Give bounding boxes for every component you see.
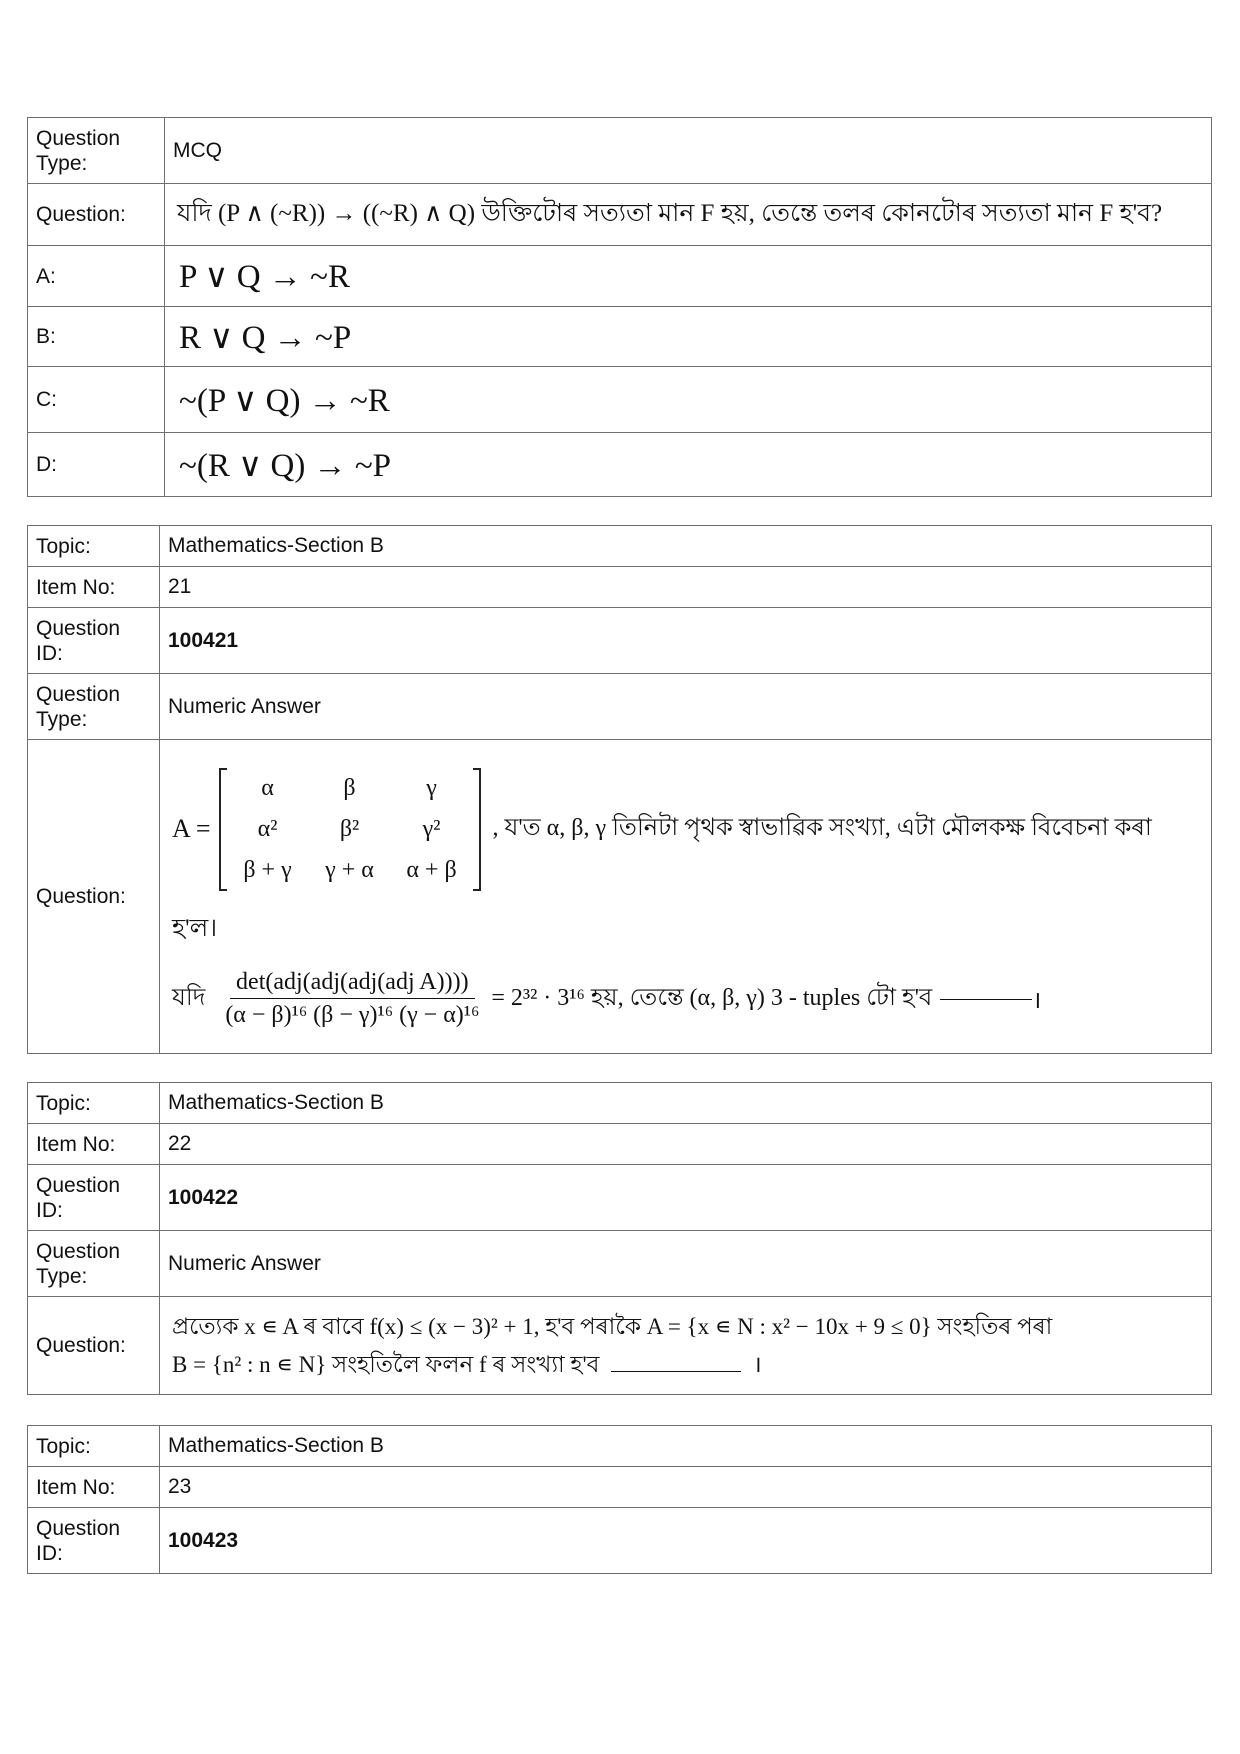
answer-blank — [611, 1371, 741, 1372]
question-line-2 — [172, 1346, 1199, 1384]
question-label: Question: — [28, 184, 165, 246]
question-table-23 — [27, 1425, 1212, 1574]
matrix-lhs: A = — [172, 814, 211, 843]
matrix-cell: β — [343, 774, 356, 801]
matrix-cell: α + β — [406, 856, 457, 883]
question-table-21 — [27, 525, 1212, 1054]
matrix-cell: γ² — [422, 815, 441, 842]
option-b-label: B: — [28, 307, 165, 367]
question-id-label: Question ID: — [28, 1165, 160, 1231]
fraction — [219, 969, 485, 1029]
matrix-cell: γ — [426, 774, 437, 801]
question-table-22 — [27, 1082, 1212, 1395]
matrix-description: , য'ত α, β, γ তিনিটা পৃথক স্বাভাৱিক সংখ্যা, এটা মৌলকক্ষ বিবেচনা কৰা — [492, 815, 1152, 841]
question-body — [160, 1297, 1212, 1395]
question-line-3 — [172, 969, 1199, 1029]
question-type-value: Numeric Answer — [160, 674, 1212, 740]
topic-label: Topic: — [28, 526, 160, 567]
topic-value: Mathematics-Section B — [160, 1083, 1212, 1124]
matrix-line — [172, 764, 1199, 894]
matrix-cell: α — [261, 774, 274, 801]
matrix-cell: β + γ — [243, 856, 292, 883]
if-prefix: যদি — [172, 985, 206, 1011]
question-type-label: Question Type: — [28, 674, 160, 740]
item-no-label: Item No: — [28, 1124, 160, 1165]
topic-label: Topic: — [28, 1426, 160, 1467]
question-type-value: MCQ — [165, 118, 1212, 184]
topic-label: Topic: — [28, 1083, 160, 1124]
option-c-text: ~(P ∨ Q) → ~R — [165, 367, 1212, 433]
matrix-cell: γ + α — [325, 856, 374, 883]
question-label: Question: — [28, 740, 160, 1054]
item-no-value: 23 — [160, 1467, 1212, 1508]
question-line-2-text: B = {n² : n ∊ N} সংহতিলৈ ফলন f ৰ সংখ্যা হ'ব — [172, 1351, 600, 1377]
matrix-cell: α² — [257, 815, 278, 842]
fraction-denominator: (α − β)¹⁶ (β − γ)¹⁶ (γ − α)¹⁶ — [225, 1002, 480, 1028]
option-c-label: C: — [28, 367, 165, 433]
question-label: Question: — [28, 1297, 160, 1395]
question-id-label: Question ID: — [28, 608, 160, 674]
question-line-2: হ'ল। — [172, 915, 218, 942]
question-line-1: প্ৰত্যেক x ∊ A ৰ বাবে f(x) ≤ (x − 3)² + 1, হ'ব পৰাকৈ A = {x ∊ N : x² − 10x + 9 ≤ 0} সংহতিৰ পৰা — [172, 1313, 1053, 1339]
question-id-label: Question ID: — [28, 1508, 160, 1574]
end-mark: । — [752, 1351, 762, 1377]
condition-text: = 2³² · 3¹⁶ হয়, তেন্তে (α, β, γ) 3 - tuples টো হ'ব — [491, 985, 933, 1011]
question-id-value: 100422 — [160, 1165, 1212, 1231]
matrix-cell: β² — [339, 815, 360, 842]
matrix-A — [219, 768, 481, 891]
question-id-value: 100421 — [160, 608, 1212, 674]
question-body — [160, 740, 1212, 1054]
question-id-value: 100423 — [160, 1508, 1212, 1574]
option-d-label: D: — [28, 433, 165, 497]
question-type-value: Numeric Answer — [160, 1231, 1212, 1297]
option-b-text: R ∨ Q → ~P — [165, 307, 1212, 367]
option-d-text: ~(R ∨ Q) → ~P — [165, 433, 1212, 497]
item-no-label: Item No: — [28, 1467, 160, 1508]
mcq-question-table — [27, 117, 1212, 497]
topic-value: Mathematics-Section B — [160, 1426, 1212, 1467]
fraction-numerator: det(adj(adj(adj(adj A)))) — [230, 969, 475, 999]
item-no-label: Item No: — [28, 567, 160, 608]
end-mark: । — [1032, 987, 1042, 1014]
question-text: যদি (P ∧ (~R)) → ((~R) ∧ Q) উক্তিটোৰ সত্যতা মান F হয়, তেন্তে তলৰ কোনটোৰ সত্যতা মান F হ'ব? — [165, 184, 1212, 246]
answer-blank — [940, 999, 1032, 1000]
item-no-value: 22 — [160, 1124, 1212, 1165]
item-no-value: 21 — [160, 567, 1212, 608]
option-a-text: P ∨ Q → ~R — [165, 246, 1212, 307]
option-a-label: A: — [28, 246, 165, 307]
question-type-label: Question Type: — [28, 118, 165, 184]
question-type-label: Question Type: — [28, 1231, 160, 1297]
topic-value: Mathematics-Section B — [160, 526, 1212, 567]
